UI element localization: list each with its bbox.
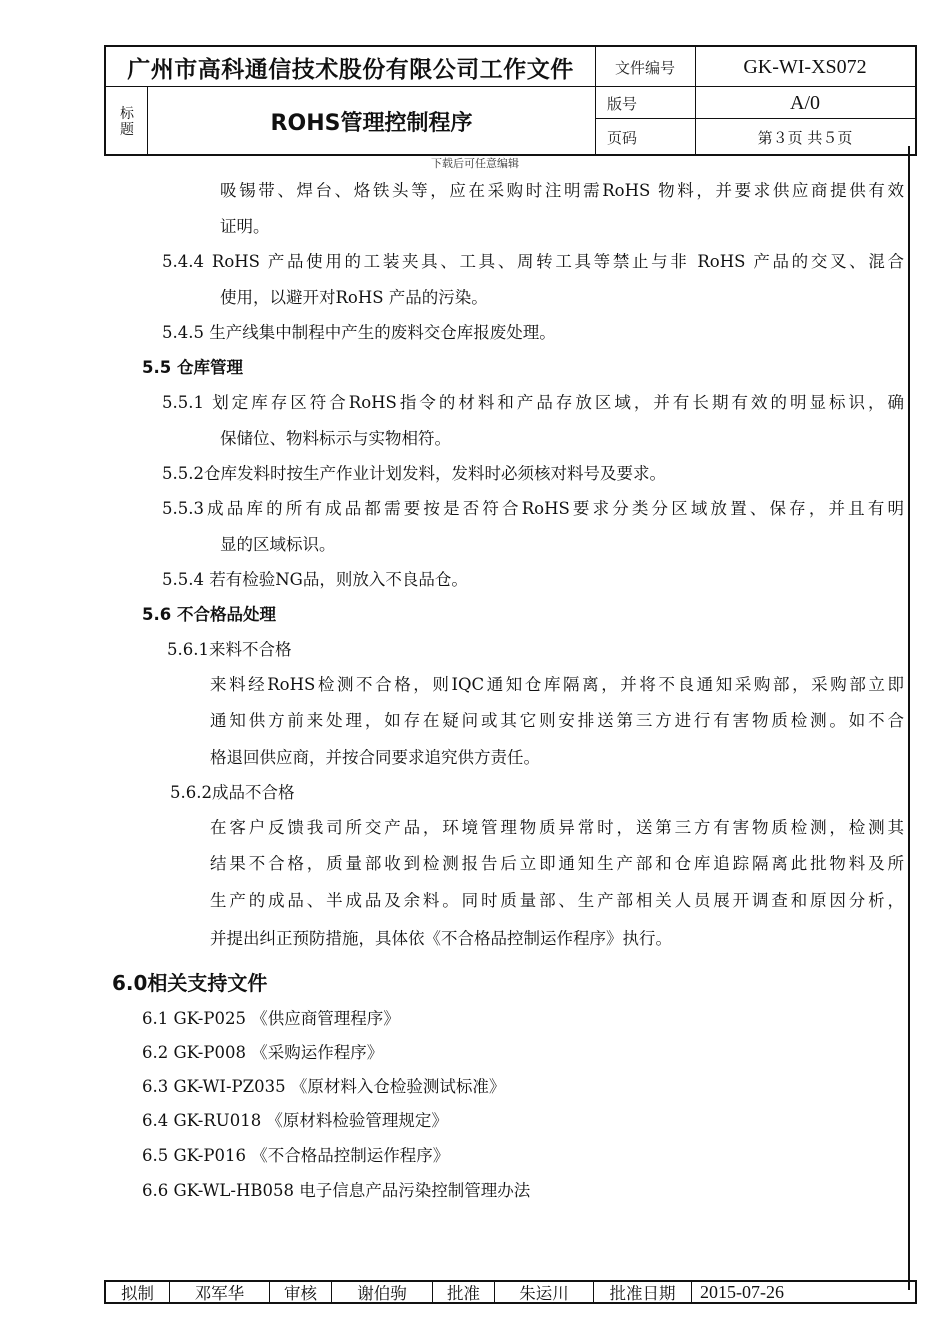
section-heading-5-6: 5.6 不合格品处理: [142, 605, 276, 624]
doc-number-label: 文件编号: [614, 58, 675, 77]
reviewed-by: 谢伯驹: [332, 1282, 433, 1302]
title-label-char-1: 标: [120, 105, 134, 122]
header-divider: [147, 86, 148, 156]
clause-5-5-3: 5.5.3成品库的所有成品都需要按是否符合RoHS要求分类分区域放置、保存，并且有明: [162, 499, 904, 518]
body-line: 显的区域标识。: [220, 535, 336, 554]
version-label: 版号: [607, 94, 638, 113]
body-line: 生产的成品、半成品及余料。同时质量部、生产部相关人员展开调查和原因分析，: [210, 891, 904, 910]
body-line: 保储位、物料标示与实物相符。: [220, 429, 451, 448]
body-line: 格退回供应商，并按合同要求追究供方责任。: [210, 748, 540, 767]
clause-5-4-4: 5.4.4 RoHS 产品使用的工装夹具、工具、周转工具等禁止与非 RoHS 产品的交叉、混合: [162, 252, 904, 271]
reference-item: 6.3 GK-WI-PZ035 《原材料入仓检验测试标准》: [142, 1077, 506, 1096]
body-line: 并提出纠正预防措施，具体依《不合格品控制运作程序》执行。: [210, 929, 672, 948]
reference-item: 6.5 GK-P016 《不合格品控制运作程序》: [142, 1146, 450, 1165]
version-value: A/0: [790, 91, 820, 114]
title-label-char-2: 题: [120, 121, 134, 138]
reference-item: 6.2 GK-P008 《采购运作程序》: [142, 1043, 384, 1062]
section-heading-5-5: 5.5 仓库管理: [142, 358, 243, 377]
body-line: 通知供方前来处理，如存在疑问或其它则安排送第三方进行有害物质检测。如不合: [210, 711, 904, 730]
body-line: 结果不合格，质量部收到检测报告后立即通知生产部和仓库追踪隔离此批物料及所: [210, 854, 904, 873]
body-line: 使用，以避开对RoHS 产品的污染。: [220, 288, 488, 307]
reference-item: 6.4 GK-RU018 《原材料检验管理规定》: [142, 1111, 448, 1130]
header-divider: [106, 86, 915, 87]
review-label: 审核: [270, 1282, 332, 1302]
header-divider: [695, 47, 696, 156]
approval-footer: [104, 1280, 917, 1304]
clause-5-5-2: 5.5.2仓库发料时按生产作业计划发料，发料时必须核对料号及要求。: [162, 464, 666, 483]
title-label: [106, 87, 148, 156]
header-divider: [595, 118, 915, 119]
document-header: [104, 45, 917, 156]
doc-number: GK-WI-XS072: [743, 55, 867, 78]
body-line: 来料经RoHS检测不合格，则IQC通知仓库隔离，并将不良通知采购部，采购部立即: [210, 675, 904, 694]
approval-date-label: 批准日期: [594, 1282, 692, 1302]
clause-5-6-1: 5.6.1来料不合格: [167, 640, 292, 659]
body-line: 在客户反馈我司所交产品，环境管理物质异常时，送第三方有害物质检测，检测其: [210, 818, 904, 837]
header-divider: [595, 47, 596, 156]
right-margin-rule: [908, 146, 910, 1290]
clause-5-5-4: 5.5.4 若有检验NG品，则放入不良品仓。: [162, 570, 468, 589]
reference-item: 6.6 GK-WL-HB058 电子信息产品污染控制管理办法: [142, 1181, 531, 1200]
clause-5-5-1: 5.5.1 划定库存区符合RoHS指令的材料和产品存放区域，并有长期有效的明显标识，确: [162, 393, 904, 412]
section-heading-6-0: 6.0相关支持文件: [112, 971, 268, 995]
approve-label: 批准: [433, 1282, 495, 1302]
company-name: 广州市高科通信技术股份有限公司工作文件: [127, 56, 574, 83]
page-label: 页码: [607, 129, 638, 147]
edit-notice: 下载后可任意编辑: [431, 157, 519, 170]
document-title: ROHS管理控制程序: [270, 111, 473, 136]
body-line: 证明。: [220, 217, 270, 236]
page-number: 第３页 共５页: [757, 129, 853, 147]
drafted-by: 邓军华: [170, 1282, 270, 1302]
approval-date: 2015-07-26: [700, 1281, 784, 1302]
approved-by: 朱运川: [495, 1282, 594, 1302]
clause-5-4-5: 5.4.5 生产线集中制程中产生的废料交仓库报废处理。: [162, 323, 556, 342]
drafted-label: 拟制: [106, 1282, 170, 1302]
body-line: 吸锡带、焊台、烙铁头等，应在采购时注明需RoHS 物料，并要求供应商提供有效: [220, 181, 904, 200]
clause-5-6-2: 5.6.2成品不合格: [170, 783, 295, 802]
reference-item: 6.1 GK-P025 《供应商管理程序》: [142, 1009, 400, 1028]
